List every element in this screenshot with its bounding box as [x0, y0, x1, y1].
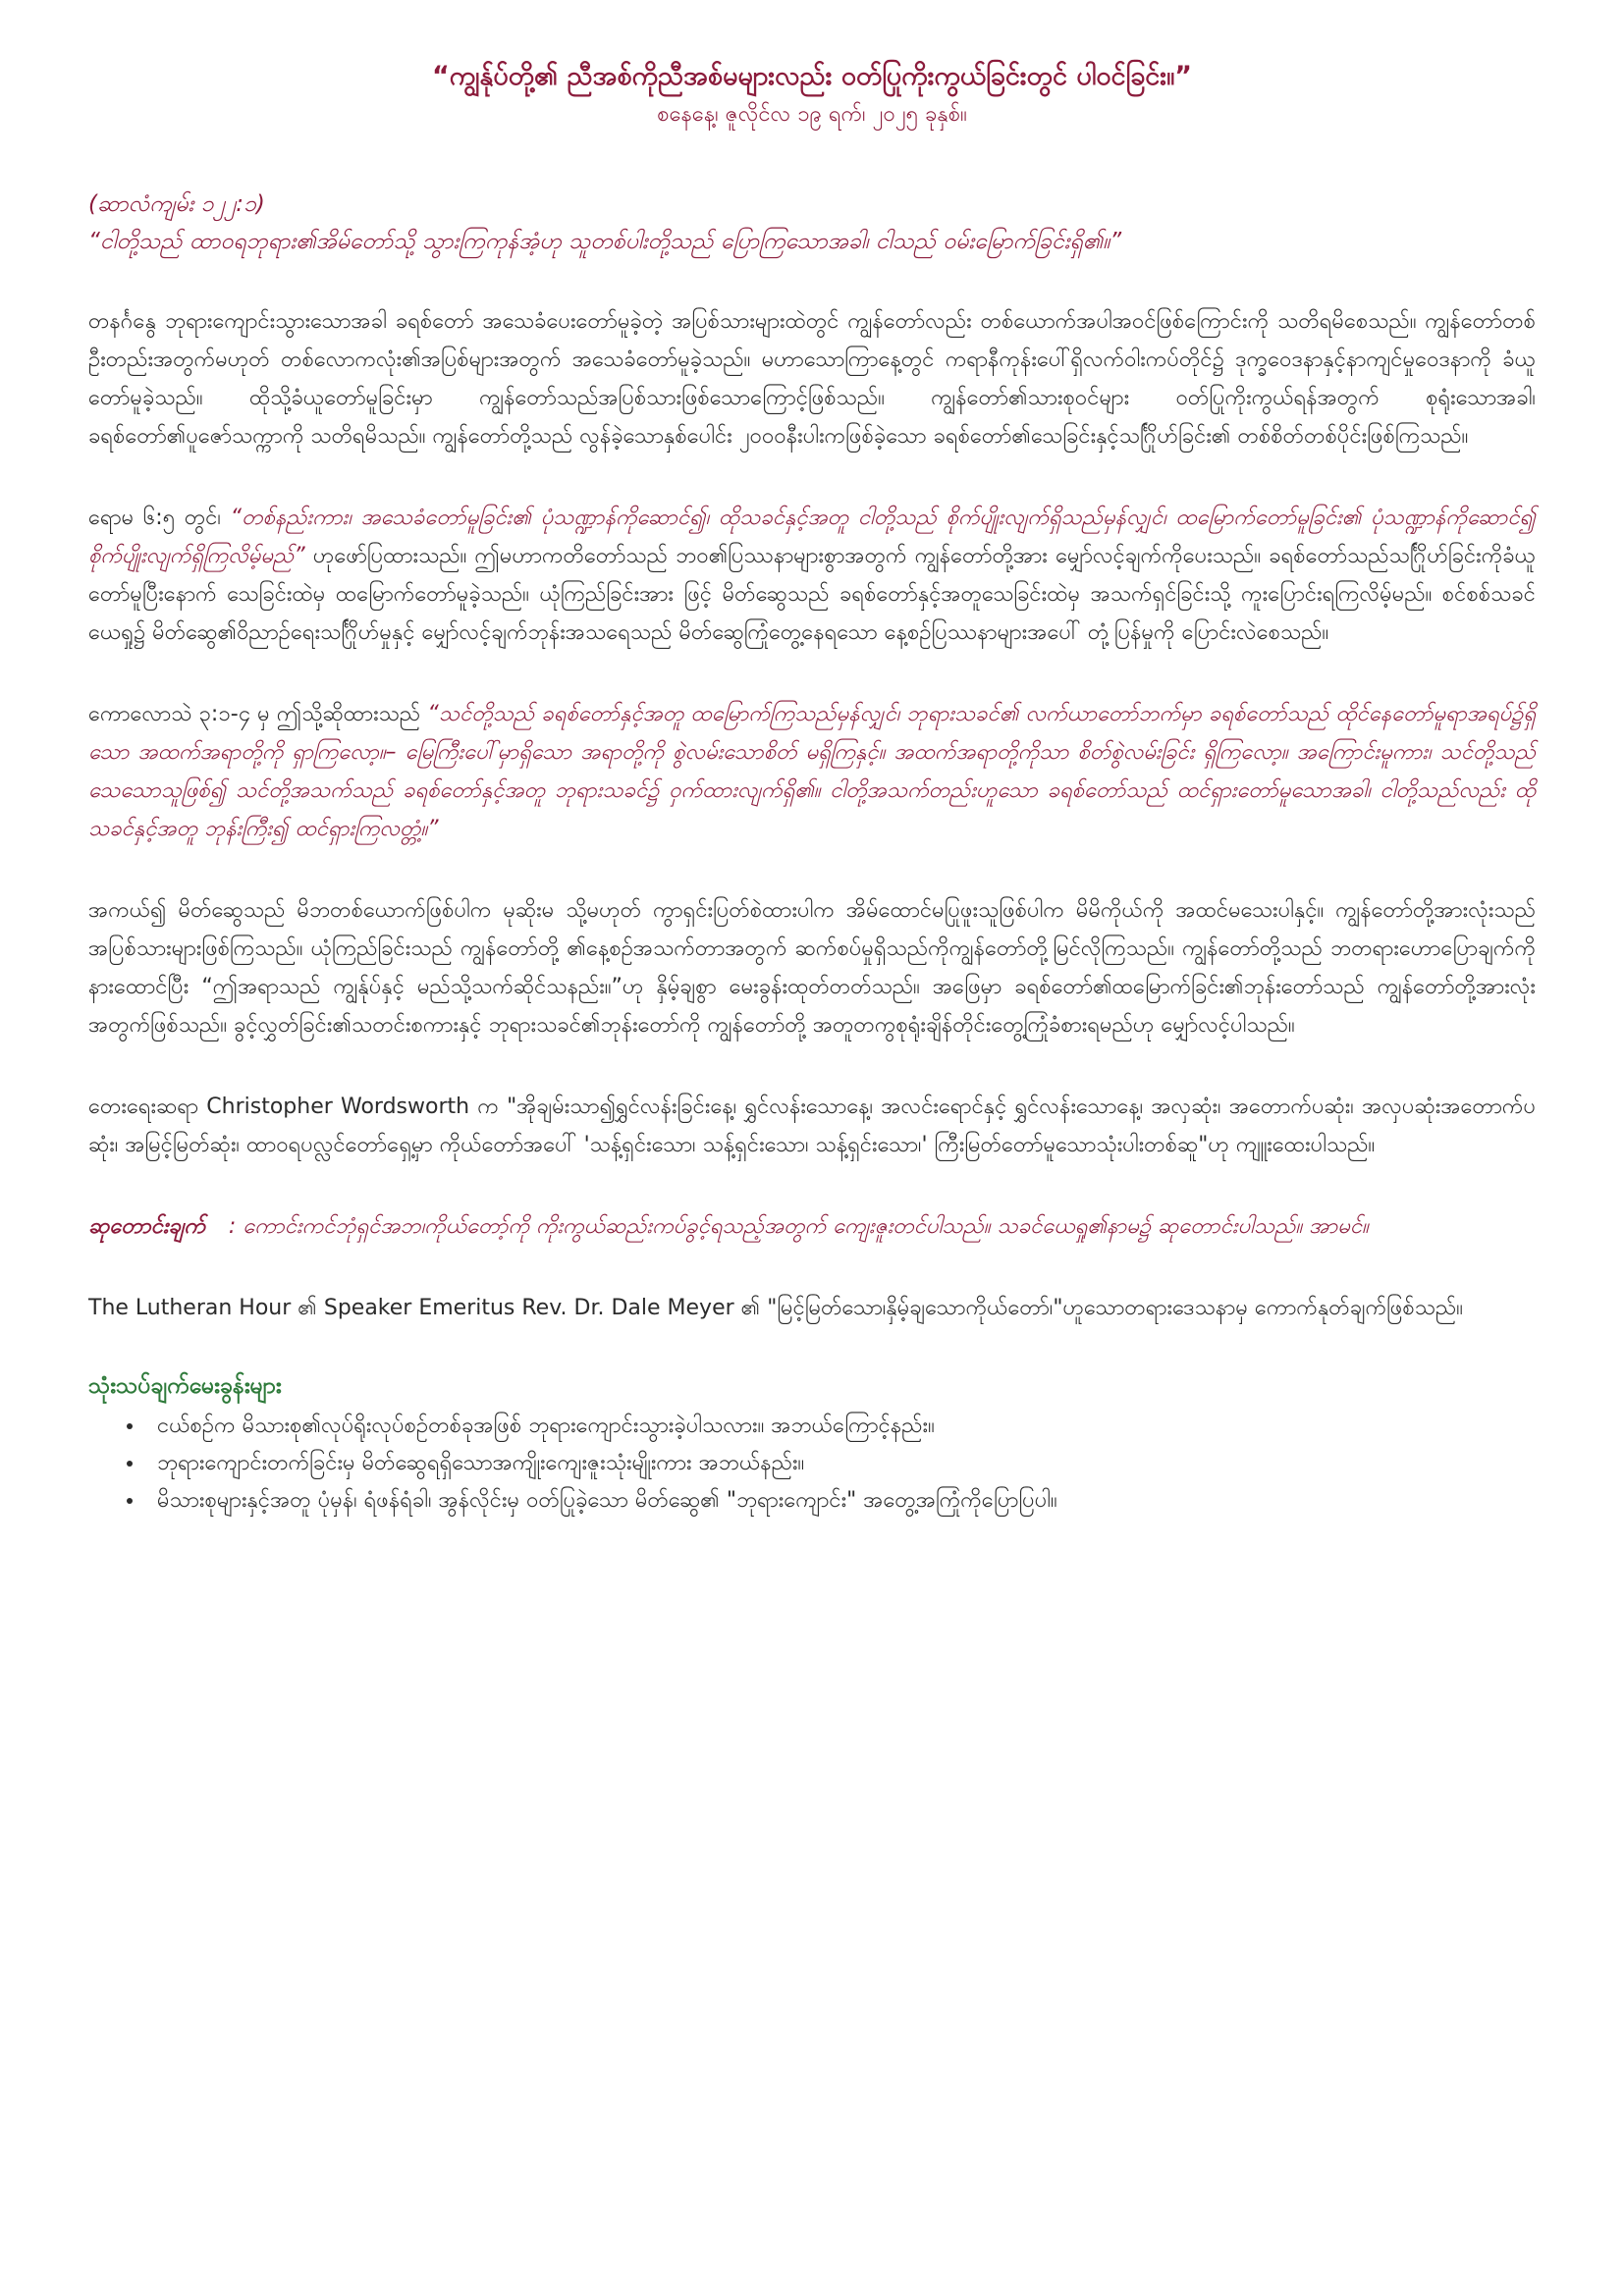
paragraph-2-rest: ဟုဖော်ပြထားသည်။ ဤမဟာကတိတော်သည် ဘဝ၏ပြဿနာများစွာအတွက် ကျွန်တော်တို့အား မျှော်လင့်ချက်ကိုပေးသည်။ ခရစ်တော်သည်သင်္ဂြိုဟ်ခြင်းကိုခံယူတော်မူပြီးနောက် သေခြင်းထဲမှ ထမြောက်တော်မူခဲ့သည်။ ယုံကြည်ခြင်းအား ဖြင့် မိတ်ဆွေသည် ခရစ်တော်နှင့်အတူသေခြင်းထဲမှ အသက်ရှင်ခြင်းသို့ ကူးပြောင်းရကြလိမ့်မည်။ စင်စစ်သခင်ယေရှု၌ မိတ်ဆွေ၏ဝိညာဉ်ရေးသင်္ဂြိုဟ်မှုနှင့် မျှော်လင့်ချက်ဘုန်းအသရေသည် မိတ်ဆွေကြုံတွေ့နေရသော နေ့စဉ်ပြဿနာများအပေါ် တုံ့ပြန်မှုကို ပြောင်းလဲစေသည်။: [88, 544, 1536, 645]
questions-list: [88, 1408, 1536, 1520]
paragraph-2-intro: ရောမ ၆:၅ တွင်၊: [88, 506, 231, 530]
paragraph-3-quote: “သင်တို့သည် ခရစ်တော်နှင့်အတူ ထမြောက်ကြသည်မှန်လျှင်၊ ဘုရားသခင်၏ လက်ယာတော်ဘက်မှာ ခရစ်တော်သည် ထိုင်နေတော်မူရာအရပ်၌ရှိသော အထက်အရာတို့ကို ရှာကြလော့။– မြေကြီးပေါ်မှာရှိသော အရာတို့ကို စွဲလမ်းသောစိတ် မရှိကြနှင့်။ အထက်အရာတို့ကိုသာ စိတ်စွဲလမ်းခြင်း ရှိကြလော့။ အကြောင်းမူကား၊ သင်တို့သည် သေသောသူဖြစ်၍ သင်တို့အသက်သည် ခရစ်တော်နှင့်အတူ ဘုရားသခင်၌ ဝှက်ထားလျက်ရှိ၏။ ငါတို့အသက်တည်းဟူသော ခရစ်တော်သည် ထင်ရှားတော်မူသောအခါ၊ ငါတို့သည်လည်း ထိုသခင်နှင့်အတူ ဘုန်းကြီး၍ ထင်ရှားကြလတ္တံ့။”: [88, 702, 1537, 841]
list-item: • ငယ်စဉ်က မိသားစု၏လုပ်ရိုးလုပ်စဉ်တစ်ခုအဖြစ် ဘုရားကျောင်းသွားခဲ့ပါသလား။ အဘယ်ကြောင့်နည်း။: [145, 1408, 1536, 1445]
date-line: စနေနေ့၊ ဇူလိုင်လ ၁၉ ရက်၊ ၂၀၂၅ ခုနှစ်။: [657, 102, 967, 127]
questions-heading: သုံးသပ်ချက်မေးခွန်းများ: [88, 1373, 282, 1399]
page-title: “ကျွန်ုပ်တို့၏ ညီအစ်ကိုညီအစ်မများလည်း ဝတ်ပြုကိုးကွယ်ခြင်းတွင် ပါဝင်ခြင်း။”: [431, 61, 1193, 91]
paragraph-3: [88, 695, 1536, 848]
prayer-text: : ကောင်းကင်ဘုံရှင်အဘ၊ကိုယ်တော့်ကို ကိုးကွယ်ဆည်းကပ်ခွင့်ရသည့်အတွက် ကျေးဇူးတင်ပါသည်။ သခင်ယေရှု၏နာမ၌ ဆုတောင်းပါသည်။ အာမင်။: [228, 1214, 1369, 1239]
paragraph-2: [88, 499, 1536, 652]
paragraph-5: တေးရေးဆရာ Christopher Wordsworth က "အိုချမ်းသာ၍ရွှင်လန်းခြင်းနေ့၊ ရွှင်လန်းသောနေ့၊ အလင်းရောင်နှင့် ရွှင်လန်းသောနေ့၊ အလှဆုံး၊ အတောက်ပဆုံး၊ အလှပဆုံးအတောက်ပဆုံး၊ အမြင့်မြတ်ဆုံး၊ ထာဝရပလ္လင်တော်ရှေ့မှာ ကိုယ်တော်အပေါ် 'သန့်ရှင်းသော၊ သန့်ရှင်းသော၊ သန့်ရှင်းသော၊' ကြီးမြတ်တော်မူသောသုံးပါးတစ်ဆူ"ဟု ကျူးထေးပါသည်။: [88, 1095, 1536, 1157]
scripture-verse: “ငါတို့သည် ထာဝရဘုရား၏အိမ်တော်သို့ သွားကြကုန်အံ့ဟု သူတစ်ပါးတို့သည် ပြောကြသောအခါ၊ ငါသည် ဝမ်းမြောက်ခြင်းရှိ၏။”: [88, 229, 1122, 254]
prayer-block: [88, 1207, 1536, 1246]
sermon-credit: The Lutheran Hour ၏ Speaker Emeritus Rev. Dr. Dale Meyer ၏ "မြင့်မြတ်သော၊နှိမ့်ချသောကိုယ်တော်၊"ဟူသောတရားဒေသနာမှ ကောက်နုတ်ချက်ဖြစ်သည်။: [88, 1296, 1463, 1320]
prayer-label: ဆုတောင်းချက်: [88, 1214, 205, 1239]
paragraph-3-intro: ကောလောသဲ ၃:၁-၄ မှ ဤသို့ဆိုထားသည်: [88, 702, 428, 726]
paragraph-4: အကယ်၍ မိတ်ဆွေသည် မိဘတစ်ယောက်ဖြစ်ပါက မုဆိုးမ သို့မဟုတ် ကွာရှင်းပြတ်စဲထားပါက အိမ်ထောင်မပြုဖူးသူဖြစ်ပါက မိမိကိုယ်ကို အထင်မသေးပါနှင့်။ ကျွန်တော်တို့အားလုံးသည် အပြစ်သားများဖြစ်ကြသည်။ ယုံကြည်ခြင်းသည် ကျွန်တော်တို့ ၏နေ့စဉ်အသက်တာအတွက် ဆက်စပ်မှုရှိသည်ကိုကျွန်တော်တို့မြင်လိုကြသည်။ ကျွန်တော်တို့သည် ဘတရားဟောပြောချက်ကိုနားထောင်ပြီး “ဤအရာသည် ကျွန်ုပ်နှင့် မည်သို့သက်ဆိုင်သနည်း။”ဟု နှိမ့်ချစွာ မေးခွန်းထုတ်တတ်သည်။ အဖြေမှာ ခရစ်တော်၏ထမြောက်ခြင်း၏ဘုန်းတော်သည် ကျွန်တော်တို့အားလုံးအတွက်ဖြစ်သည်။ ခွင့်လွှတ်ခြင်း၏သတင်းစကားနှင့် ဘုရားသခင်၏ဘုန်းတော်ကို ကျွန်တော်တို့ အတူတကွစုရုံးချိန်တိုင်းတွေ့ကြုံခံစားရမည်ဟု မျှော်လင့်ပါသည်။: [88, 898, 1536, 1038]
list-item: • မိသားစုများနှင့်အတူ ပုံမှန်၊ ရံဖန်ရံခါ၊ အွန်လိုင်းမှ ဝတ်ပြုခဲ့သော မိတ်ဆွေ၏ "ဘုရားကျောင်း" အတွေ့အကြုံကိုပြောပြပါ။: [145, 1482, 1536, 1520]
paragraph-1: တနင်္ဂနွေ ဘုရားကျောင်းသွားသောအခါ ခရစ်တော် အသေခံပေးတော်မူခဲ့တဲ့ အပြစ်သားများထဲတွင် ကျွန်တော်လည်း တစ်ယောက်အပါအဝင်ဖြစ်ကြောင်းကို သတိရမိစေသည်။ ကျွန်တော်တစ်ဦးတည်းအတွက်မဟုတ် တစ်လောကလုံး၏အပြစ်များအတွက် အသေခံတော်မူခဲ့သည်။ မဟာသောကြာနေ့တွင် ကရာနီကုန်းပေါ်ရှိလက်ဝါးကပ်တိုင်၌ ဒုက္ခဝေဒနာနှင့်နာကျင်မှုဝေဒနာကို ခံယူတော်မူခဲ့သည်။ ထိုသို့ခံယူတော်မူခြင်းမှာ ကျွန်တော်သည်အပြစ်သားဖြစ်သောကြောင့်ဖြစ်သည်။ ကျွန်တော်၏သားစုဝင်များ ဝတ်ပြုကိုးကွယ်ရန်အတွက် စုရုံးသောအခါ၊ ခရစ်တော်၏ပူဇော်သက္ကာကို သတိရမိသည်။ ကျွန်တော်တို့သည် လွန်ခဲ့သောနှစ်ပေါင်း ၂၀၀၀နီးပါးကဖြစ်ခဲ့သော ခရစ်တော်၏သေခြင်းနှင့်သင်္ဂြိုဟ်ခြင်း၏ တစ်စိတ်တစ်ပိုင်းဖြစ်ကြသည်။: [88, 309, 1536, 449]
list-item: • ဘုရားကျောင်းတက်ခြင်းမှ မိတ်ဆွေရရှိသောအကျိုးကျေးဇူးသုံးမျိုးကား အဘယ်နည်း။: [145, 1445, 1536, 1482]
scripture-reference: (ဆာလံကျမ်း ၁၂၂:၁): [88, 191, 265, 217]
paragraph-2-quote: “တစ်နည်းကား၊ အသေခံတော်မူခြင်း၏ ပုံသဏ္ဍာန်ကိုဆောင်၍၊ ထိုသခင်နှင့်အတူ ငါတို့သည် စိုက်ပျိုးလျက်ရှိသည်မှန်လျှင်၊ ထမြောက်တော်မူခြင်း၏ ပုံသဏ္ဍာန်ကိုဆောင်၍ စိုက်ပျိုးလျက်ရှိကြလိမ့်မည်”: [88, 506, 1537, 568]
